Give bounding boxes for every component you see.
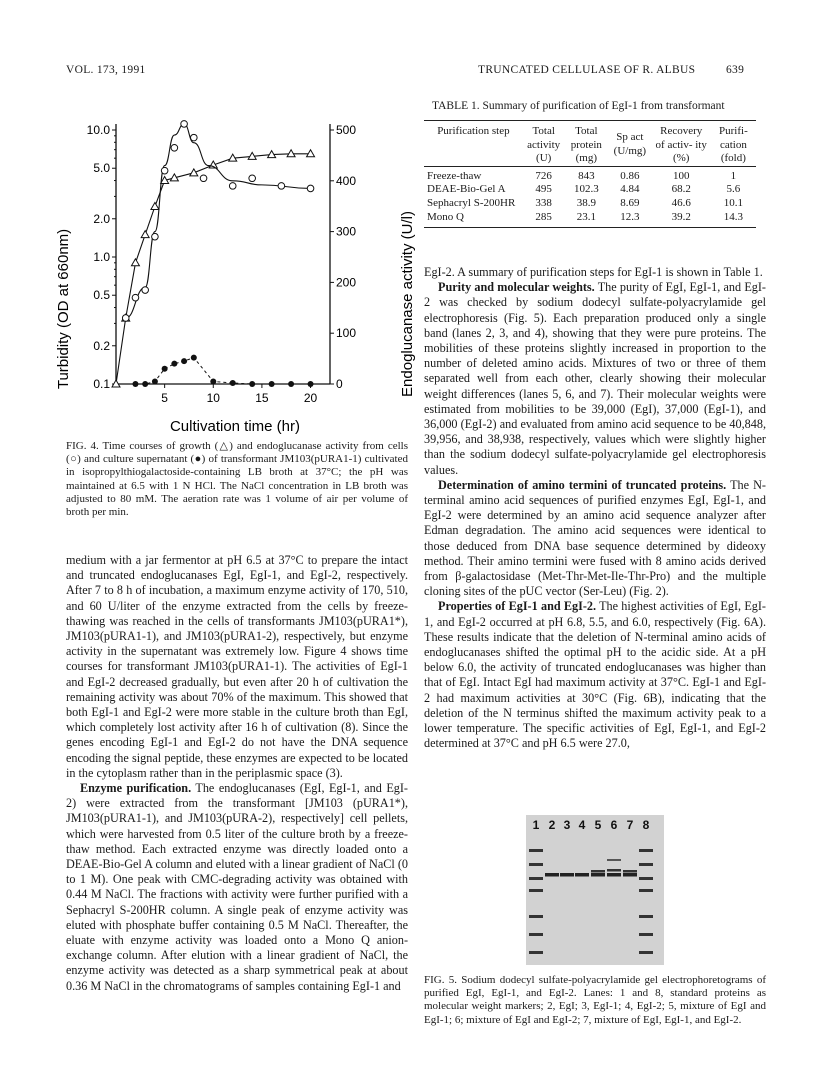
marker-band: [639, 889, 653, 892]
gel-lane-label: 1: [532, 818, 540, 832]
paragraph: Determination of amino termini of truncated proteins. The N-terminal amino acid sequences of purified enzymes EgI, EgI-1, and EgI-2 were determined by an amino acid sequence analyzer after Edman degradation. The amino acid sequences were identical to those deduced from DNA base sequence determined by dideoxy method. Their amino termini were fused with 8 amino acids derived from β-galactosidase (Met-Thr-Met-Ile-Thr-Pro) and the multiple cloning sites of the pUC vector (Ser-Leu) (Fig. 2).: [424, 477, 766, 599]
cell-activity-point: [171, 144, 178, 151]
table-1-title: TABLE 1. Summary of purification of EgI-1 from transformant: [432, 100, 725, 112]
protein-band: [545, 873, 559, 877]
cell-activity-point: [142, 287, 149, 294]
paragraph: medium with a jar fermentor at pH 6.5 at 37°C to prepare the intact and truncated endoglucanases EgI, EgI-1, and EgI-2, respectively. After 7 to 8 h of incubation, a maximum enzyme activity of 170, 510, and 60 U/liter of the enzyme extracted from the cells by freeze-thawing was reached in the cells of transformants JM103(pURA1*), JM103(pURA1-1), and JM103(pURA1-2), respectively, but enzyme activity in the supernatant was extremely low. Figure 4 shows time courses for transformant JM103(pURA1-1). The activities of EgI-1 and EgI-2 decreased gradually, but even after 20 h of cultivation the remaining activity was about 70% of the maximum. This showed that both EgI-1 and EgI-2 were more stable in the culture broth than EgI, which completely lost activity after 16 h of cultivation (8). Since the genes encoding EgI-1 and EgI-2 do not have the DNA sequence encoding the signal peptide, these enzymes are expected to be located in the cytoplasm rather than in the periplasmic space (3).: [66, 553, 408, 780]
left-tick-label: 0.2: [93, 338, 110, 353]
table-row: Freeze-thaw 726 843 0.86 100 1: [427, 169, 737, 182]
figure-4-chart: [40, 84, 430, 462]
section-heading: Purity and molecular weights.: [438, 280, 595, 295]
left-column-text: [66, 553, 408, 994]
gel-lane-label: 3: [563, 818, 571, 832]
supernatant-activity-point: [210, 378, 216, 384]
x-tick-label: 5: [161, 391, 168, 405]
cell-activity-point: [161, 167, 168, 174]
cell-activity-point: [132, 294, 139, 301]
paragraph: Properties of EgI-1 and EgI-2. The highest activities of EgI, EgI-1, and EgI-2 occurred at pH 6.8, 5.5, and 6.0, respectively (Fig. 6A). These results indicate that the deletion of N-terminal amino acids of endoglucanases shifted the optimal pH to the acidic side. At a pH below 6.0, the activity of truncated endoglucanases was higher than that of EgI. Intact EgI had maximum activity at 37°C. EgI-1 and EgI-2 had maximum activities at 30°C (Fig. 6B), indicating that the deletion of the N terminus shifted the maximum activity peak to a lower temperature. The specific activities of EgI, EgI-1, and EgI-2 determined at 37°C and pH 6.5 were 27.0,: [424, 599, 766, 751]
marker-band: [639, 849, 653, 852]
table-row: Sephacryl S-200HR 338 38.9 8.69 46.6 10.1: [427, 196, 743, 209]
supernatant-activity-point: [308, 381, 314, 387]
gel-lane-label: 5: [594, 818, 602, 832]
gel-lane-label: 7: [626, 818, 634, 832]
supernatant-activity-point: [191, 355, 197, 361]
x-tick-label: 15: [255, 391, 269, 405]
section-heading: Enzyme purification.: [80, 781, 192, 796]
left-tick-label: 2.0: [93, 211, 110, 226]
protein-band: [591, 870, 605, 873]
table-1: [424, 120, 756, 228]
growth-triangle-point: [131, 259, 139, 266]
x-tick-label: 10: [206, 391, 220, 405]
col-head-protein: Total protein (mg): [570, 125, 602, 165]
x-axis-label: Cultivation time (hr): [169, 418, 301, 435]
header-volume: VOL. 173, 1991: [66, 64, 146, 76]
growth-triangle-point: [190, 169, 198, 176]
supernatant-activity-point: [162, 366, 168, 372]
right-axis-label: Endoglucanase activity (U/l): [399, 211, 416, 397]
left-tick-label: 0.5: [93, 288, 110, 303]
col-head-purification: Purifi- cation (fold): [719, 125, 748, 165]
gel-lane-label: 4: [578, 818, 586, 832]
supernatant-activity-point: [249, 381, 255, 387]
supernatant-activity-point: [142, 381, 148, 387]
col-head-activity: Total activity (U): [527, 125, 561, 165]
figure-5-caption: FIG. 5. Sodium dodecyl sulfate-polyacrylamide gel electrophoretograms of purified EgI, EgI-1, and EgI-2. Lanes: 1 and 8, standard proteins as molecular weight markers; 2, EgI; 3, EgI-1; 4, EgI-2; 5, mixture of EgI and EgI-1; 6; mixture of EgI and EgI-2; 7, mixture of EgI, EgI-1, and EgI-2.: [424, 974, 766, 1026]
protein-band: [560, 873, 574, 877]
cell-activity-point: [307, 185, 314, 192]
header-title: TRUNCATED CELLULASE OF R. ALBUS: [478, 64, 696, 76]
left-tick-label: 5.0: [93, 161, 110, 176]
paragraph: Purity and molecular weights. The purity of EgI, EgI-1, and EgI-2 was checked by sodium dodecyl sulfate-polyacrylamide gel electrophoresis (Fig. 5). Each preparation produced only a single band (lanes 2, 3, and 4), showing that they were pure proteins. The mobilities of these proteins slightly increased in proportion to the number of deleted amino acids. Mixtures of two or three of them separated well from each other, clearly showing their molecular weight differences (lanes 5, 6, and 7). Their molecular weights were estimated from mobilities to be 39,000 (EgI), 37,000 (EgI-1), and 36,000 (EgI-2) and evaluated from amino acid sequence to be 40,848, 39,956, and 38,938, respectively, values which were slightly higher than the sodium dodecyl sulfate-polyacrylamide gel electrophoresis values.: [424, 280, 766, 477]
col-head-spact: Sp act (U/mg): [613, 131, 647, 157]
cell-activity-point: [191, 134, 198, 141]
cell-activity-point: [249, 175, 256, 182]
cell-activity-point: [181, 121, 188, 128]
cell-activity-point: [152, 233, 159, 240]
marker-band: [639, 877, 653, 880]
marker-band: [639, 863, 653, 866]
supernatant-activity-curve: [136, 358, 311, 384]
marker-band: [639, 933, 653, 936]
figure-4-caption: FIG. 4. Time courses of growth (△) and endoglucanase activity from cells (○) and culture supernatant (●) of transformant JM103(pURA1-1) cultivated in isopropylthiogalactoside-containing LB broth at 37°C; the pH was maintained at 6.5 with 1 N HCl. The NaCl concentration in LB broth was adjusted to 80 mM. The aeration rate was 1 volume of air per volume of broth per min.: [66, 440, 408, 519]
cell-activity-point: [122, 315, 129, 322]
left-axis-label: Turbidity (OD at 660nm): [55, 228, 72, 390]
supernatant-activity-point: [230, 380, 236, 386]
marker-band: [529, 849, 543, 852]
protein-band: [607, 859, 621, 861]
supernatant-activity-point: [152, 378, 158, 384]
table-row: Mono Q 285 23.1 12.3 39.2 14.3: [427, 210, 743, 223]
supernatant-activity-point: [288, 381, 294, 387]
section-heading: Properties of EgI-1 and EgI-2.: [438, 599, 597, 614]
cell-activity-point: [278, 183, 285, 190]
col-head-step: Purification step: [437, 125, 510, 137]
right-tick-label: 200: [336, 275, 357, 290]
right-column-text: [424, 265, 766, 752]
paragraph: EgI-2. A summary of purification steps for EgI-1 is shown in Table 1.: [424, 265, 763, 279]
growth-triangle-point: [141, 231, 149, 238]
table-row: DEAE-Bio-Gel A 495 102.3 4.84 68.2 5.6: [427, 183, 741, 196]
gel-lane-label: 6: [610, 818, 618, 832]
cell-activity-curve: [126, 124, 311, 318]
right-tick-label: 0: [336, 377, 343, 391]
x-tick-label: 20: [303, 391, 318, 405]
header-page-number: 639: [726, 64, 745, 76]
marker-band: [529, 877, 543, 880]
supernatant-activity-point: [181, 358, 187, 364]
figure-5-gel-image: [526, 815, 664, 965]
protein-band: [591, 873, 605, 877]
col-head-recovery: Recovery of activ- ity (%): [655, 125, 707, 165]
marker-band: [529, 915, 543, 918]
marker-band: [529, 863, 543, 866]
protein-band: [623, 873, 637, 877]
protein-band: [607, 873, 621, 877]
protein-band: [575, 873, 589, 877]
marker-band: [529, 889, 543, 892]
cell-activity-point: [200, 175, 207, 182]
left-tick-label: 0.1: [93, 377, 110, 391]
supernatant-activity-point: [171, 361, 177, 367]
right-tick-label: 100: [336, 326, 357, 341]
protein-band: [623, 870, 637, 873]
table-header-row: [424, 121, 756, 166]
left-tick-label: 1.0: [93, 250, 110, 264]
marker-band: [639, 951, 653, 954]
marker-band: [529, 933, 543, 936]
cell-activity-point: [229, 183, 236, 190]
left-tick-label: 10.0: [86, 123, 110, 137]
right-tick-label: 400: [336, 173, 357, 188]
right-tick-label: 300: [336, 224, 357, 239]
gel-lane-label: 2: [548, 818, 556, 832]
supernatant-activity-point: [132, 381, 138, 387]
supernatant-activity-point: [269, 381, 275, 387]
right-tick-label: 500: [336, 123, 357, 137]
marker-band: [639, 915, 653, 918]
section-heading: Determination of amino termini of truncated proteins.: [438, 477, 727, 492]
growth-triangle-point: [151, 202, 159, 209]
protein-band: [607, 869, 621, 872]
paragraph: Enzyme purification. The endoglucanases (EgI, EgI-1, and EgI-2) were extracted from the transformant [JM103 (pURA1*), JM103(pURA1-1), and JM103(pURA-2), respectively] cell pellets, which were harvested from 0.5 liter of the culture broth by a freeze-thaw method. Each extracted enzyme was directly loaded onto a DEAE-Bio-Gel A column and eluted with a linear gradient of NaCl (0 to 1 M). One peak with CMC-degrading activity was obtained with 0.44 M NaCl. The fractions with activity were further purified with a Sephacryl S-200HR column. A single peak of enzyme activity was eluted with phosphate buffer containing 0.5 M NaCl. Thereafter, the eluate with enzyme activity was loaded onto a Mono Q anion-exchange column. After elution with a linear gradient of NaCl, the enzyme activity was detected as a sharp symmetrical peak at about 0.36 M NaCl in the chromatograms of samples containing EgI-1 and: [66, 781, 408, 993]
marker-band: [529, 951, 543, 954]
gel-lane-label: 8: [642, 818, 650, 832]
